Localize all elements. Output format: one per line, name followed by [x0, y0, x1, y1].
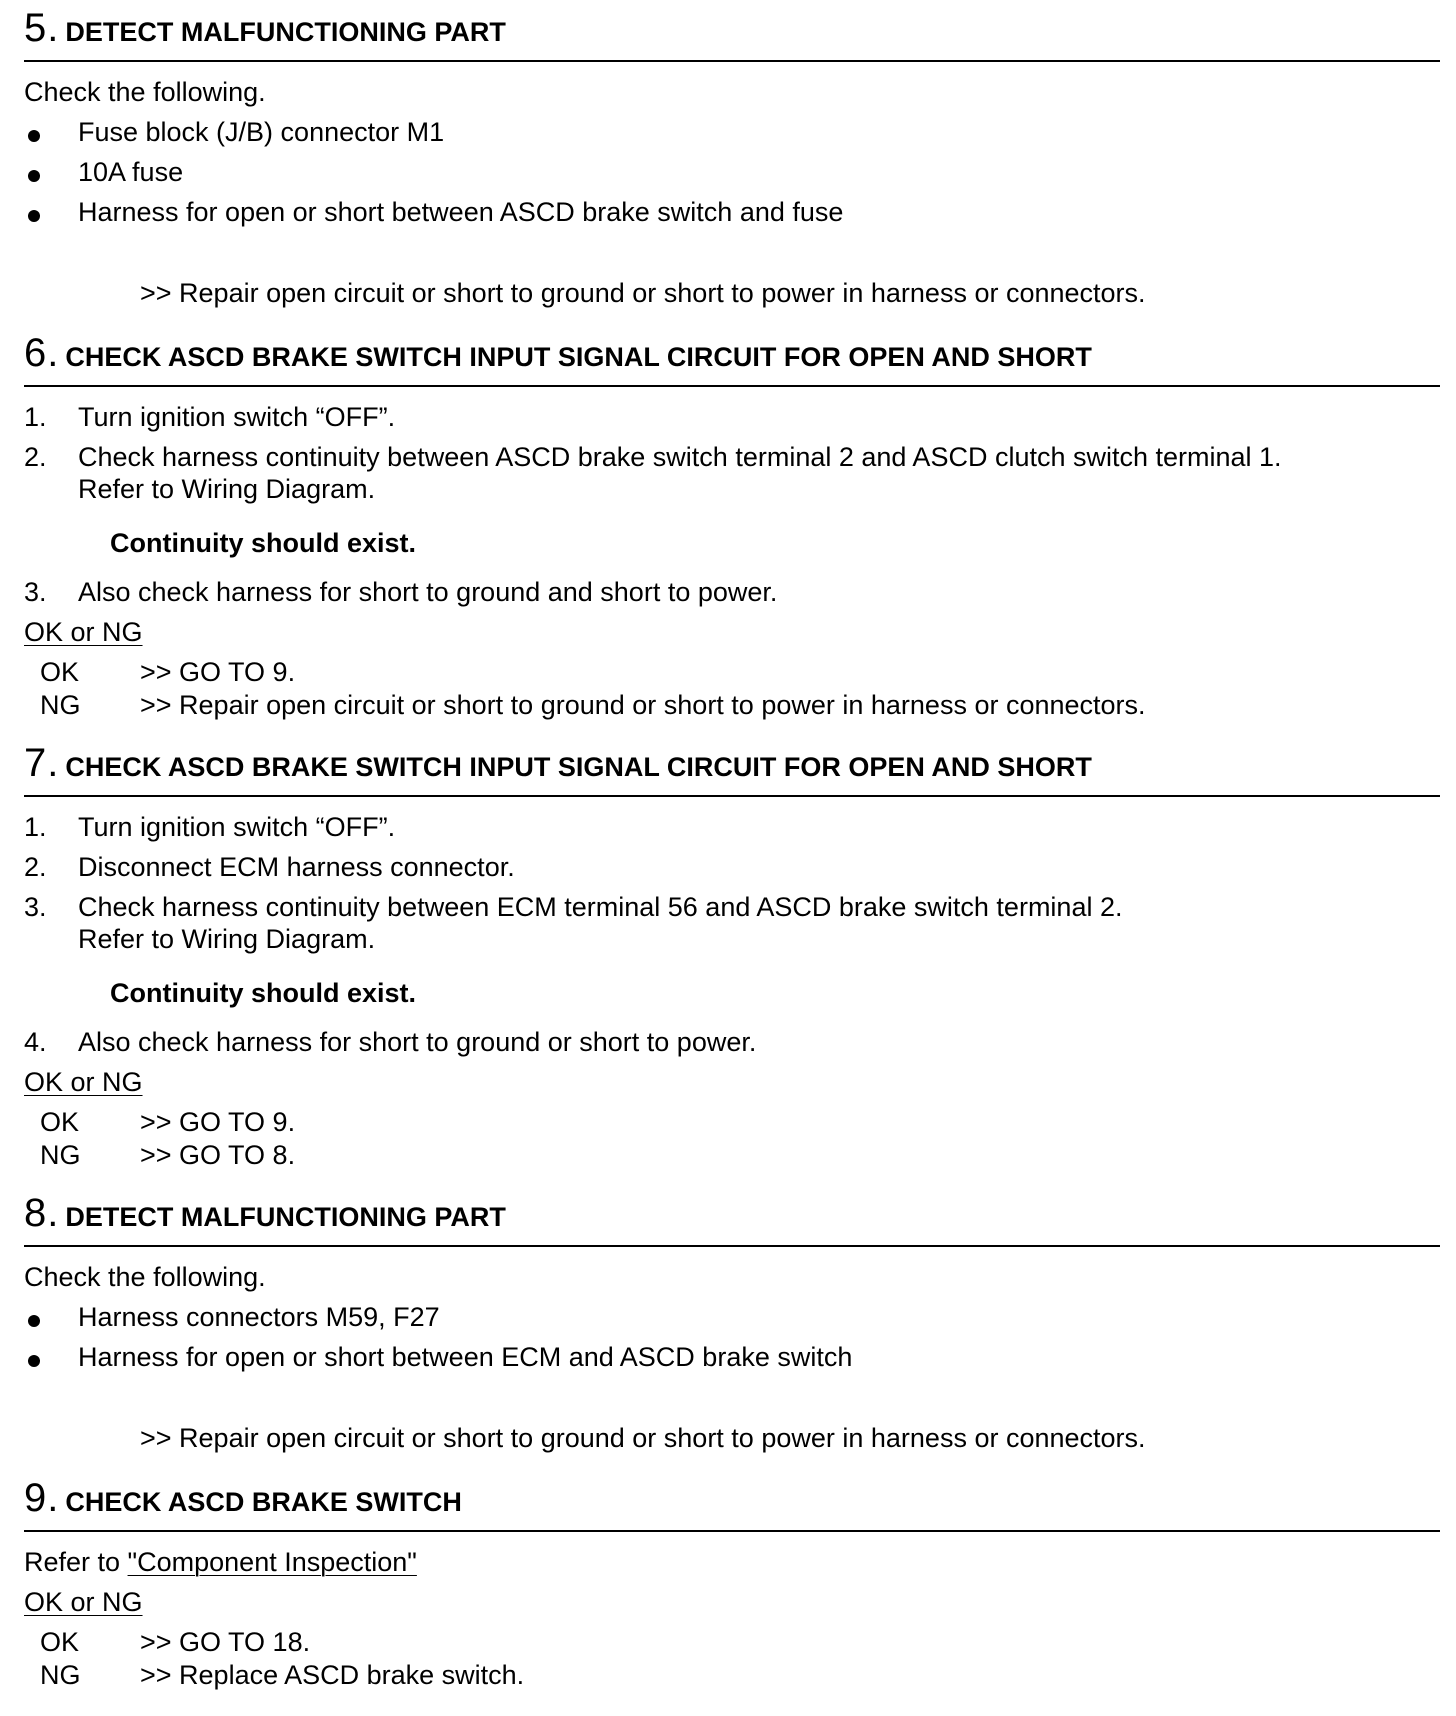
ok-or-ng-label: OK or NG	[24, 617, 143, 647]
list-item: 10A fuse	[78, 157, 184, 187]
step-index: 1.	[24, 812, 47, 842]
bullet-dot	[28, 1315, 40, 1327]
step-number: 5.	[24, 6, 60, 50]
ok-or-ng-label: OK or NG	[24, 1587, 143, 1617]
list-item: Harness for open or short between ASCD brake switch and fuse	[78, 197, 844, 227]
ok-key: OK	[40, 1107, 80, 1137]
section-5-heading	[24, 8, 506, 48]
section-divider	[24, 1245, 1440, 1247]
ok-or-ng-label: OK or NG	[24, 1067, 143, 1097]
bullet-dot	[28, 210, 40, 222]
step-text: Turn ignition switch “OFF”.	[78, 402, 396, 432]
step-number: 7.	[24, 741, 60, 785]
ok-key: OK	[40, 657, 80, 687]
section-divider	[24, 795, 1440, 797]
step-index: 2.	[24, 442, 47, 472]
section-divider	[24, 60, 1440, 62]
ok-key: OK	[40, 1627, 80, 1657]
component-inspection-link[interactable]: "Component Inspection"	[127, 1547, 417, 1577]
continuity-note: Continuity should exist.	[110, 978, 417, 1008]
step-text-continued: Refer to Wiring Diagram.	[78, 474, 376, 504]
step-title: DETECT MALFUNCTIONING PART	[65, 1202, 506, 1232]
step-text: Also check harness for short to ground or short to power.	[78, 1027, 757, 1057]
section-divider	[24, 385, 1440, 387]
continuity-note: Continuity should exist.	[110, 528, 417, 558]
bullet-dot	[28, 170, 40, 182]
step-text-continued: Refer to Wiring Diagram.	[78, 924, 376, 954]
ng-action: >> GO TO 8.	[140, 1140, 296, 1170]
ok-action: >> GO TO 9.	[140, 657, 296, 687]
ng-action: >> Repair open circuit or short to ground or short to power in harness or connectors.	[140, 690, 1146, 720]
step-title: DETECT MALFUNCTIONING PART	[65, 17, 506, 47]
section-divider	[24, 1530, 1440, 1532]
section-7-heading	[24, 743, 1092, 783]
step-number: 8.	[24, 1191, 60, 1235]
list-item: Harness connectors M59, F27	[78, 1302, 440, 1332]
step-index: 2.	[24, 852, 47, 882]
intro-text: Check the following.	[24, 1262, 266, 1292]
bullet-dot	[28, 1355, 40, 1367]
ok-action: >> GO TO 9.	[140, 1107, 296, 1137]
step-index: 1.	[24, 402, 47, 432]
list-item: Harness for open or short between ECM and ASCD brake switch	[78, 1342, 853, 1372]
result-text: >> Repair open circuit or short to ground or short to power in harness or connectors.	[140, 278, 1146, 308]
ng-key: NG	[40, 690, 81, 720]
section-8-heading	[24, 1193, 506, 1233]
step-number: 9.	[24, 1476, 60, 1520]
bullet-dot	[28, 130, 40, 142]
intro-text: Check the following.	[24, 77, 266, 107]
step-index: 3.	[24, 892, 47, 922]
list-item: Fuse block (J/B) connector M1	[78, 117, 445, 147]
step-text: Also check harness for short to ground and short to power.	[78, 577, 778, 607]
step-text: Disconnect ECM harness connector.	[78, 852, 515, 882]
step-title: CHECK ASCD BRAKE SWITCH INPUT SIGNAL CIRCUIT FOR OPEN AND SHORT	[65, 752, 1092, 782]
ng-key: NG	[40, 1140, 81, 1170]
result-text: >> Repair open circuit or short to ground or short to power in harness or connectors.	[140, 1423, 1146, 1453]
step-number: 6.	[24, 331, 60, 375]
ok-action: >> GO TO 18.	[140, 1627, 311, 1657]
ng-key: NG	[40, 1660, 81, 1690]
section-9-heading	[24, 1478, 462, 1518]
ng-action: >> Replace ASCD brake switch.	[140, 1660, 525, 1690]
refer-prefix: Refer to	[24, 1547, 128, 1577]
step-title: CHECK ASCD BRAKE SWITCH	[65, 1487, 462, 1517]
step-title: CHECK ASCD BRAKE SWITCH INPUT SIGNAL CIRCUIT FOR OPEN AND SHORT	[65, 342, 1092, 372]
step-text: Check harness continuity between ECM terminal 56 and ASCD brake switch terminal 2.	[78, 892, 1123, 922]
section-6-heading	[24, 333, 1092, 373]
refer-text	[24, 1546, 417, 1578]
step-index: 3.	[24, 577, 47, 607]
step-text: Check harness continuity between ASCD brake switch terminal 2 and ASCD clutch switch terminal 1.	[78, 442, 1282, 472]
step-index: 4.	[24, 1027, 47, 1057]
step-text: Turn ignition switch “OFF”.	[78, 812, 396, 842]
